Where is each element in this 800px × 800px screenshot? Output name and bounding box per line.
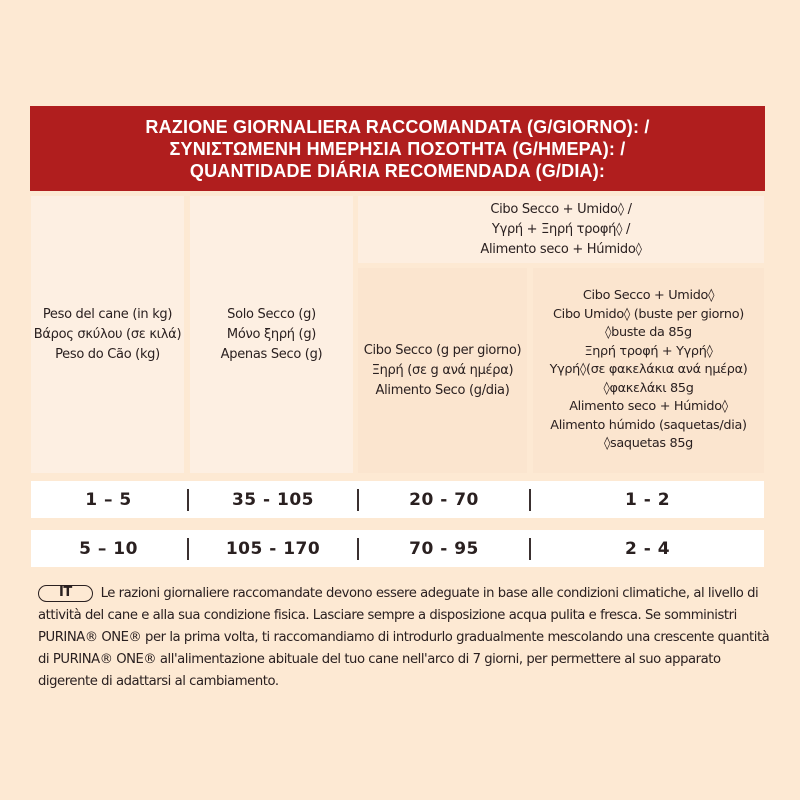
header-text: Alimento húmido (saquetas/dia) bbox=[550, 417, 747, 433]
header-text: Apenas Seco (g) bbox=[220, 346, 323, 362]
title-portuguese: QUANTIDADE DIÁRIA RECOMENDADA (G/DIA): bbox=[189, 160, 606, 181]
header-text: ◊buste da 85g bbox=[605, 325, 692, 341]
header-mixed-wet bbox=[533, 268, 764, 473]
header-text: Peso del cane (in kg) bbox=[42, 306, 173, 322]
header-text: ◊saquetas 85g bbox=[603, 436, 694, 452]
cell-dry-only: 105 - 170 bbox=[225, 538, 321, 559]
header-text: Alimento Seco (g/dia) bbox=[375, 382, 510, 398]
header-text: Ξηρή (σε g ανά ημέρα) bbox=[371, 362, 514, 378]
header-text: Alimento seco + Húmido◊ bbox=[480, 241, 642, 257]
header-dog-weight bbox=[31, 196, 184, 473]
note-text: Le razioni giornaliere raccomandate devono essere adeguate in base alle condizioni climatiche, al livello di attività del cane e alla sua condizione fisica. Lasciare sempre a disposizione acqua pulita e fresca. Se somministri PURINA® ONE® per la prima volta, ti raccomandiamo di introdurlo gradualmente mescolando una crescente quantità di PURINA® ONE® all'alimentazione abituale del tuo cane nell'arco di 7 giorni, per permettere al suo apparato digerente di adattarsi al cambiamento. bbox=[38, 586, 770, 689]
cell-mixed-wet: 1 - 2 bbox=[624, 489, 671, 510]
header-text: Solo Secco (g) bbox=[227, 306, 316, 322]
header-text: Μόνο ξηρή (g) bbox=[226, 326, 317, 342]
language-badge: IT bbox=[38, 585, 93, 602]
cell-weight: 1 – 5 bbox=[85, 489, 132, 510]
table-row bbox=[31, 530, 764, 567]
feeding-note bbox=[38, 583, 773, 693]
header-text: Υγρή + Ξηρή τροφή◊ / bbox=[491, 221, 631, 237]
header-text: Peso do Cão (kg) bbox=[55, 346, 160, 362]
header-text: Cibo Umido◊ (buste per giorno) bbox=[553, 306, 744, 322]
header-dry-only bbox=[190, 196, 353, 473]
header-text: Cibo Secco (g per giorno) bbox=[363, 342, 522, 358]
header-text: Υγρή◊(σε φακελάκια ανά ημέρα) bbox=[549, 362, 748, 378]
header-dry-plus-wet-group bbox=[358, 196, 764, 263]
title-italian: RAZIONE GIORNALIERA RACCOMANDATA (G/GIORNO): / bbox=[145, 116, 650, 137]
header-text: Βάρος σκύλου (σε κιλά) bbox=[33, 326, 182, 342]
cell-mixed-wet: 2 - 4 bbox=[624, 538, 671, 559]
cell-mixed-dry: 20 - 70 bbox=[409, 489, 479, 510]
header-text: Ξηρή τροφή + Υγρή◊ bbox=[584, 343, 713, 359]
header-text: ◊φακελάκι 85g bbox=[603, 380, 694, 396]
cell-mixed-dry: 70 - 95 bbox=[409, 538, 479, 559]
cell-weight: 5 – 10 bbox=[79, 538, 138, 559]
table-title-banner bbox=[30, 106, 765, 191]
table-row bbox=[31, 481, 764, 518]
header-text: Cibo Secco + Umido◊ bbox=[582, 288, 715, 304]
cell-dry-only: 35 - 105 bbox=[231, 489, 315, 510]
title-greek: ΣΥΝΙΣΤΩΜΕΝΗ ΗΜΕΡΗΣΙΑ ΠΟΣΟΤΗΤΑ (G/ΗΜΕΡΑ): / bbox=[169, 138, 626, 159]
header-mixed-dry bbox=[358, 268, 527, 473]
header-text: Alimento seco + Húmido◊ bbox=[569, 399, 728, 415]
header-text: Cibo Secco + Umido◊ / bbox=[490, 201, 632, 217]
